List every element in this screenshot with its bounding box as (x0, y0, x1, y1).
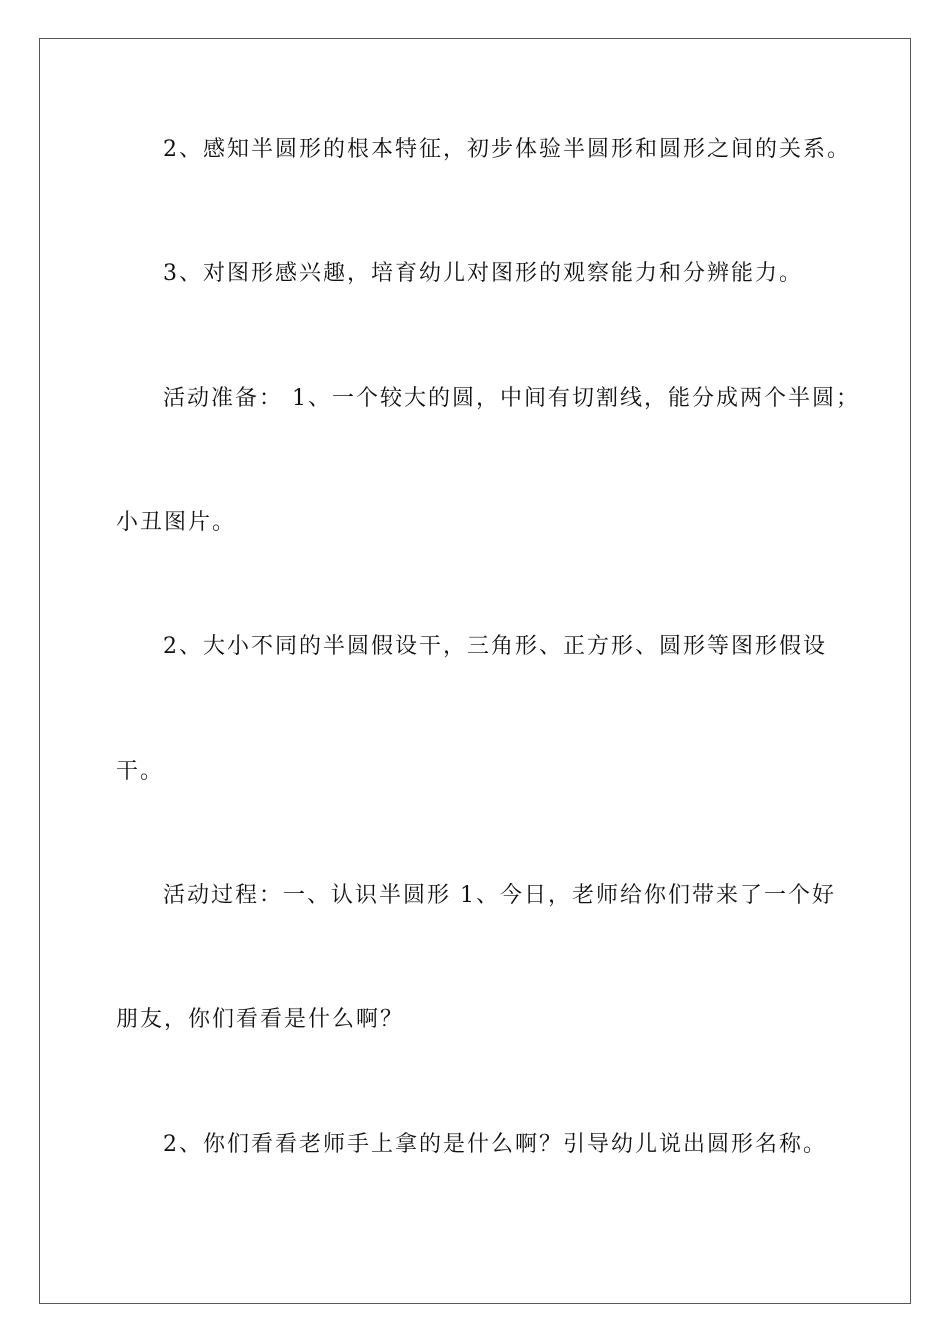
paragraph-goal-2: 2、感知半圆形的根本特征，初步体验半圆形和圆形之间的关系。 (163, 137, 851, 162)
paragraph-goal-3: 3、对图形感兴趣，培育幼儿对图形的观察能力和分辨能力。 (163, 261, 803, 286)
paragraph-preparation-line-2: 小丑图片。 (116, 510, 237, 535)
paragraph-process-line-1: 活动过程：一、认识半圆形 1、今日，老师给你们带来了一个好 (163, 883, 836, 908)
paragraph-process-step-2: 2、你们看看老师手上拿的是什么啊？引导幼儿说出圆形名称。 (163, 1132, 827, 1157)
paragraph-materials-line-1: 2、大小不同的半圆假设干，三角形、正方形、圆形等图形假设 (163, 634, 827, 659)
paragraph-process-line-2: 朋友，你们看看是什么啊？ (116, 1007, 405, 1032)
paragraph-preparation-line-1: 活动准备： 1、一个较大的圆，中间有切割线，能分成两个半圆； (163, 386, 860, 411)
paragraph-materials-line-2: 干。 (116, 759, 165, 784)
page-border (39, 38, 911, 1304)
